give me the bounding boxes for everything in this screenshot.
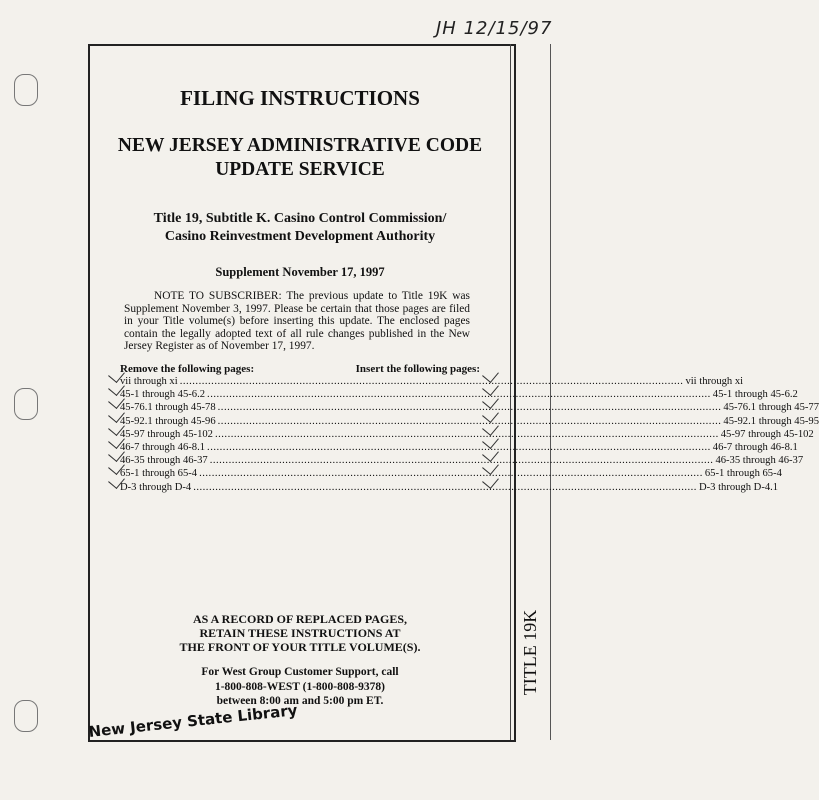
leader-dots: ................................................................................................................................................................ — [214, 428, 719, 440]
leader-dots: ................................................................................................................................................................ — [217, 402, 722, 414]
table-row — [120, 402, 819, 415]
table-row — [120, 376, 744, 389]
table-row — [120, 481, 779, 495]
service-title-line: UPDATE SERVICE — [215, 159, 385, 180]
insert-pages: 45-92.1 through 45-95 — [723, 415, 819, 427]
leader-dots: ................................................................................................................................................................ — [209, 455, 714, 467]
leader-dots: ................................................................................................................................................................ — [217, 415, 722, 427]
page-replacement-table — [120, 363, 819, 495]
insert-pages: 65-1 through 65-4 — [704, 468, 782, 480]
leader-dots: ................................................................................................................................................................ — [207, 389, 711, 401]
table-row — [120, 455, 804, 468]
table-header — [120, 363, 480, 375]
insert-header: Insert the following pages: — [355, 363, 480, 375]
spine-label — [512, 600, 550, 705]
remove-pages: 45-76.1 through 45-78 — [120, 402, 216, 414]
table-row — [120, 389, 798, 402]
insert-pages: 46-7 through 46-8.1 — [712, 441, 798, 453]
record-notice-line: RETAIN THESE INSTRUCTIONS AT — [199, 626, 401, 640]
supplement-date: Supplement November 17, 1997 — [215, 265, 385, 279]
leader-dots: ................................................................................................................................................................ — [199, 468, 703, 480]
record-notice-line: THE FRONT OF YOUR TITLE VOLUME(S). — [179, 640, 421, 654]
support-hours: between 8:00 am and 5:00 pm ET. — [216, 695, 384, 707]
table-row — [120, 468, 782, 481]
leader-dots: ................................................................................................................................................................ — [179, 376, 684, 387]
remove-pages: 46-7 through 46-8.1 — [120, 441, 206, 453]
title-subtitle — [88, 210, 512, 246]
remove-pages: 45-97 through 45-102 — [120, 428, 213, 440]
record-notice-line: AS A RECORD OF REPLACED PAGES, — [192, 612, 408, 626]
support-phone: 1-800-808-WEST (1-800-808-9378) — [214, 680, 386, 693]
leader-dots: ................................................................................................................................................................ — [207, 441, 711, 453]
binder-hole — [14, 74, 38, 106]
table-row — [120, 415, 819, 429]
subtitle-line: Title 19, Subtitle K. Casino Control Commission/ — [153, 211, 447, 226]
remove-pages: 65-1 through 65-4 — [120, 468, 198, 480]
service-title — [88, 134, 512, 182]
remove-pages: 45-92.1 through 45-96 — [120, 415, 216, 427]
handwritten-initials-date: JH 12/15/97 — [436, 18, 553, 39]
customer-support — [88, 665, 512, 709]
remove-pages: 46-35 through 46-37 — [120, 455, 208, 467]
insert-pages: 45-97 through 45-102 — [720, 428, 814, 440]
service-title-line: NEW JERSEY ADMINISTRATIVE CODE — [117, 135, 483, 156]
subscriber-note: NOTE TO SUBSCRIBER: The previous update to Title 19K was Supplement November 3, 1997. Please be certain that those pages are filed in your Title volume(s) before inserting this update. The enclosed pages contain the legally adopted text of all rule changes published in the New Jersey Register as of November 17, 1997. — [124, 290, 470, 353]
remove-header: Remove the following pages: — [120, 363, 255, 375]
table-rows — [120, 376, 819, 495]
insert-pages: 46-35 through 46-37 — [715, 455, 804, 467]
binder-hole — [14, 388, 38, 420]
record-notice — [88, 612, 512, 654]
table-row — [120, 428, 814, 442]
library-stamp: New Jersey State Library — [87, 701, 299, 741]
leader-dots: ................................................................................................................................................................ — [193, 481, 697, 493]
remove-pages: D-3 through D-4 — [120, 481, 192, 493]
page-title: FILING INSTRUCTIONS — [180, 86, 420, 110]
remove-pages: 45-1 through 45-6.2 — [120, 389, 206, 401]
support-line: For West Group Customer Support, call — [201, 666, 399, 678]
binder-hole — [14, 700, 38, 732]
insert-pages: vii through xi — [685, 376, 744, 387]
insert-pages: 45-1 through 45-6.2 — [712, 389, 798, 401]
subtitle-line: Casino Reinvestment Development Authority — [164, 229, 436, 244]
spine-label-text: TITLE 19K — [520, 609, 541, 696]
remove-pages: vii through xi — [120, 376, 178, 387]
insert-pages: 45-76.1 through 45-77 — [723, 402, 819, 414]
insert-pages: D-3 through D-4.1 — [698, 481, 779, 493]
table-row — [120, 441, 798, 455]
